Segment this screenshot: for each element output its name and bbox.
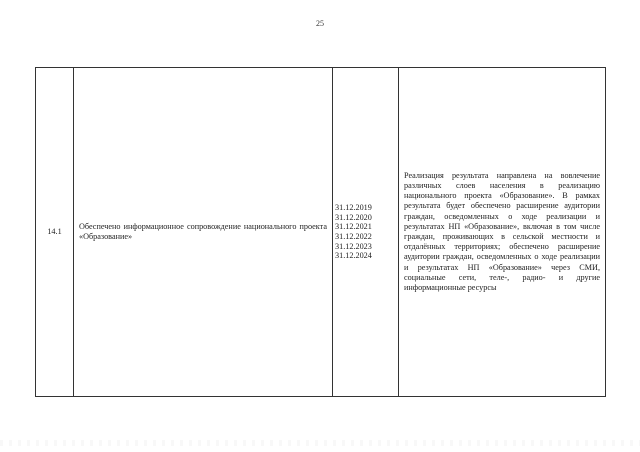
document-table: [35, 67, 606, 397]
deadline-date: 31.12.2024: [335, 251, 372, 261]
deadline-date: 31.12.2022: [335, 232, 372, 241]
table-row: [36, 68, 606, 397]
deadline-dates-cell: [333, 68, 399, 397]
result-description: Обеспечено информационное сопровождение национального проекта «Образование»: [79, 221, 327, 241]
scan-artifact-strip: [0, 440, 640, 446]
deadline-date: 31.12.2019: [335, 203, 372, 213]
page-number: 25: [316, 19, 324, 28]
deadline-date: 31.12.2020: [335, 212, 372, 222]
result-characteristics: Реализация результата направлена на вовлечение различных слоев населения в реализацию национального проекта «Образование». В рамках результата будет обеспечено расширение аудитории граждан, осведомленных о ходе реализации и результатах НП «Образование», включая в том числе граждан, проживающих в сельской местности и отдалённых территориях; обеспечено расширение аудитории граждан, осведомленных о ходе реализации и результатах НП «Образование» через СМИ, социальные сети, теле-, радио- и другие информационные ресурсы: [404, 170, 600, 293]
result-characteristics-cell: [399, 68, 606, 397]
deadline-date: 31.12.2023: [335, 241, 372, 251]
row-number: 14.1: [36, 68, 74, 397]
result-description-cell: [74, 68, 333, 397]
deadline-date: 31.12.2021: [335, 222, 372, 232]
